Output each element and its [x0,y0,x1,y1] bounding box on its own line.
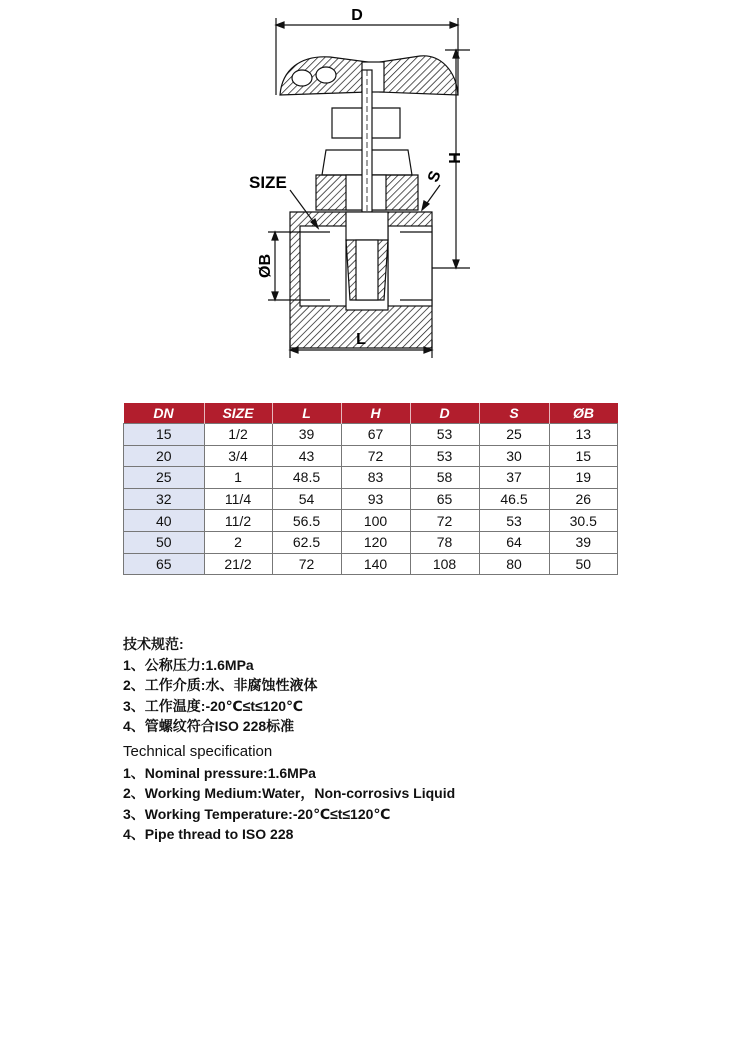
cell-h: 83 [341,467,410,489]
notes-en-title: Technical specification [123,743,273,760]
label-b: ØB [257,254,274,278]
cell-s: 53 [479,510,549,532]
header-h: H [341,403,410,424]
notes-cn-title: 技术规范: [123,636,184,652]
cell-s: 80 [479,553,549,575]
cell-l: 48.5 [272,467,341,489]
table-row [124,467,618,489]
cell-d: 108 [410,553,479,575]
cell-size: 3/4 [204,445,272,467]
notes-en-item: 2、Working Medium:Water，Non-corrosivs Liquid [123,785,456,802]
table-row [124,510,618,532]
spec-notes-english [123,742,455,845]
cell-b: 19 [549,467,618,489]
cell-l: 54 [272,488,341,510]
cell-dn: 15 [124,424,205,446]
cell-b: 26 [549,488,618,510]
label-l: L [356,331,366,348]
cell-size: 1 [204,467,272,489]
cell-dn: 40 [124,510,205,532]
cell-d: 53 [410,424,479,446]
cell-b: 50 [549,553,618,575]
cell-size: 11/4 [204,488,272,510]
cell-d: 58 [410,467,479,489]
cell-l: 62.5 [272,531,341,553]
cell-d: 65 [410,488,479,510]
header-l: L [272,403,341,424]
valve-drawing [230,0,490,370]
notes-cn-item: 2、工作介质:水、非腐蚀性液体 [123,677,318,694]
cell-h: 120 [341,531,410,553]
cell-s: 25 [479,424,549,446]
notes-en-item: 4、Pipe thread to ISO 228 [123,826,294,843]
cell-dn: 25 [124,467,205,489]
dimension-table [123,403,618,575]
header-dn: DN [124,403,205,424]
header-b: ØB [549,403,618,424]
cell-s: 30 [479,445,549,467]
cell-size: 2 [204,531,272,553]
cell-s: 46.5 [479,488,549,510]
table-row [124,445,618,467]
cell-dn: 32 [124,488,205,510]
notes-cn-item: 1、公称压力:1.6MPa [123,656,254,673]
cell-d: 78 [410,531,479,553]
header-size: SIZE [204,403,272,424]
spec-notes-chinese [123,634,317,737]
cell-b: 13 [549,424,618,446]
cell-b: 39 [549,531,618,553]
cell-d: 53 [410,445,479,467]
header-s: S [479,403,549,424]
cell-s: 64 [479,531,549,553]
cell-size: 1/2 [204,424,272,446]
cell-dn: 20 [124,445,205,467]
notes-cn-item: 4、管螺纹符合ISO 228标准 [123,718,295,735]
cell-b: 15 [549,445,618,467]
table-row [124,531,618,553]
cell-dn: 50 [124,531,205,553]
cell-dn: 65 [124,553,205,575]
cell-b: 30.5 [549,510,618,532]
cell-h: 140 [341,553,410,575]
cell-h: 93 [341,488,410,510]
cell-l: 43 [272,445,341,467]
cell-l: 56.5 [272,510,341,532]
label-h: H [447,152,464,164]
cell-l: 39 [272,424,341,446]
table-row [124,488,618,510]
table-header-row [124,403,618,424]
cell-h: 100 [341,510,410,532]
cell-size: 21/2 [204,553,272,575]
cell-h: 72 [341,445,410,467]
table-row [124,424,618,446]
label-d: D [351,7,363,24]
notes-cn-item: 3、工作温度:-20℃≤t≤120℃ [123,697,303,714]
cell-l: 72 [272,553,341,575]
notes-en-item: 3、Working Temperature:-20℃≤t≤120℃ [123,805,391,822]
cell-size: 11/2 [204,510,272,532]
table-row [124,553,618,575]
notes-en-item: 1、Nominal pressure:1.6MPa [123,764,316,781]
cell-h: 67 [341,424,410,446]
cell-s: 37 [479,467,549,489]
label-s: S [425,168,445,185]
label-size: SIZE [249,173,287,192]
cell-d: 72 [410,510,479,532]
header-d: D [410,403,479,424]
